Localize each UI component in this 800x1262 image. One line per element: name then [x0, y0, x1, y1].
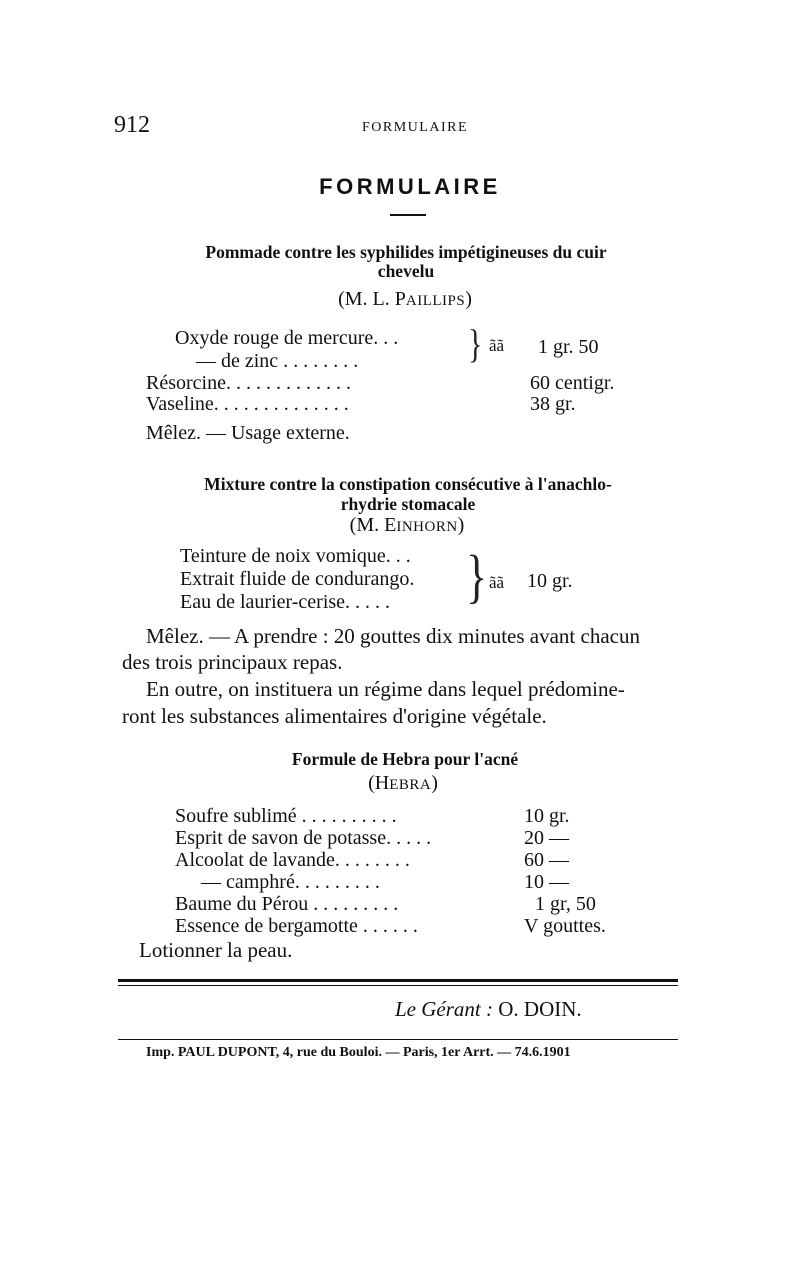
page-title: FORMULAIRE — [319, 174, 501, 199]
section1-row-zinc: — de zinc . . . . . . . . — [196, 350, 359, 372]
section2-row-laurier-cerise: Eau de laurier-cerise. . . . . — [180, 591, 391, 613]
section2-note-line2: des trois principaux repas. — [122, 650, 343, 674]
section3-qty-esprit-savon: 20 — — [524, 827, 569, 849]
brace-icon: } — [466, 543, 488, 610]
section1-row-vaseline: Vaseline. . . . . . . . . . . . . . — [146, 393, 349, 415]
section1-note: Mêlez. — Usage externe. — [146, 422, 350, 444]
footer-rule-top — [118, 979, 678, 982]
section3-note: Lotionner la peau. — [139, 938, 293, 962]
section3-row-camphre: — camphré. . . . . . . . . — [201, 871, 380, 893]
section2-aa: ãã — [489, 573, 505, 592]
section2-note-line1: Mêlez. — A prendre : 20 gouttes dix minutes avant chacun — [146, 624, 640, 648]
section2-title-line1: Mixture contre la constipation consécutive à l'anachlo- — [204, 474, 612, 494]
section2-author: (M. EINHORN) — [349, 514, 465, 536]
section1-row-resorcine: Résorcine. . . . . . . . . . . . . — [146, 372, 351, 394]
section1-row-oxyde-rouge: Oxyde rouge de mercure. . . — [175, 327, 399, 349]
section1-qty-resorcine: 60 centigr. — [530, 372, 615, 394]
section3-author: (HEBRA) — [368, 772, 438, 794]
imprint-line: Imp. PAUL DUPONT, 4, rue du Bouloi. — Paris, 1er Arrt. — 74.6.1901 — [146, 1045, 571, 1060]
section2-aa-quantity: 10 gr. — [527, 570, 573, 592]
footer-rule-bottom — [118, 1039, 678, 1040]
section3-row-alcoolat-lavande: Alcoolat de lavande. . . . . . . . — [175, 849, 410, 871]
section3-row-baume-perou: Baume du Pérou . . . . . . . . . — [175, 893, 399, 915]
section1-qty-vaseline: 38 gr. — [530, 393, 576, 415]
section1-author: (M. L. PAILLIPS) — [338, 288, 472, 310]
section1-title-line1: Pommade contre les syphilides impétigineuses du cuir — [205, 242, 607, 262]
section2-row-noix-vomique: Teinture de noix vomique. . . — [180, 545, 411, 567]
section3-title: Formule de Hebra pour l'acné — [291, 749, 519, 769]
section2-row-condurango: Extrait fluide de condurango. — [180, 568, 415, 590]
running-head: FORMULAIRE — [361, 120, 468, 135]
section3-row-soufre: Soufre sublimé . . . . . . . . . . — [175, 805, 397, 827]
title-divider — [390, 214, 426, 216]
section2-title-line2: rhydrie stomacale — [340, 494, 476, 514]
section3-row-bergamotte: Essence de bergamotte . . . . . . — [175, 915, 418, 937]
footer-rule-thin — [118, 985, 678, 986]
gerant-signature: Le Gérant : O. DOIN. — [395, 997, 582, 1021]
section1-aa: ãã — [489, 336, 505, 355]
section3-qty-bergamotte: V gouttes. — [524, 915, 606, 937]
section2-note-line3: En outre, on instituera un régime dans lequel prédomine- — [146, 677, 625, 701]
section1-title-line2: chevelu — [377, 261, 435, 281]
section3-qty-alcoolat-lavande: 60 — — [524, 849, 569, 871]
page-number: 912 — [114, 112, 150, 138]
section3-qty-camphre: 10 — — [524, 871, 569, 893]
section3-qty-baume-perou: 1 gr, 50 — [535, 893, 596, 915]
section1-aa-quantity: 1 gr. 50 — [538, 336, 599, 358]
brace-icon: } — [468, 322, 483, 367]
section3-qty-soufre: 10 gr. — [524, 805, 570, 827]
section2-note-line4: ront les substances alimentaires d'origine végétale. — [122, 704, 547, 728]
section3-row-esprit-savon: Esprit de savon de potasse. . . . . — [175, 827, 432, 849]
